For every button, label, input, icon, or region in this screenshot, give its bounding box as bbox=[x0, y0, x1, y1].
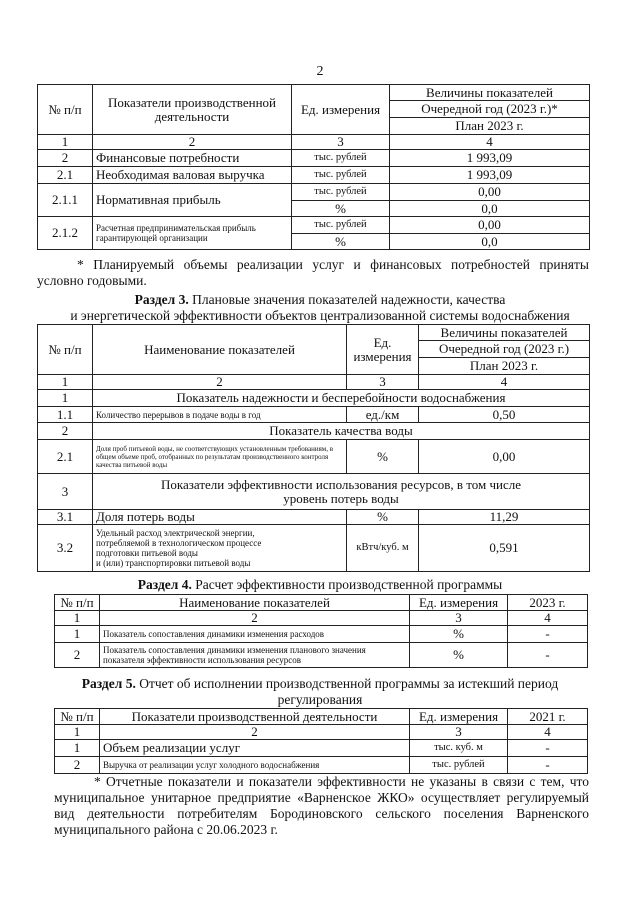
colnum: 1 bbox=[55, 611, 100, 626]
row-name: Выручка от реализации услуг холодного водоснабжения bbox=[100, 757, 410, 774]
section5-label: Раздел 5. bbox=[81, 676, 136, 691]
row-name bbox=[93, 525, 347, 572]
row-name: Показатель сопоставления динамики изменения планового значения показателя эффективности использования ресурсов bbox=[100, 643, 410, 668]
table-row bbox=[55, 757, 588, 774]
header-unit: Ед. измерения bbox=[347, 325, 419, 375]
header-num: № п/п bbox=[55, 709, 100, 725]
row-num: 2.1.2 bbox=[38, 217, 93, 250]
row-name: Финансовые потребности bbox=[93, 150, 292, 167]
header-num: № п/п bbox=[38, 325, 93, 375]
row-num: 2 bbox=[38, 150, 93, 167]
row-num: 2.1.1 bbox=[38, 184, 93, 217]
table-row bbox=[38, 167, 590, 184]
colnum: 2 bbox=[100, 611, 410, 626]
header-year: 2021 г. bbox=[508, 709, 588, 725]
table-row bbox=[38, 525, 590, 572]
row-unit: % bbox=[292, 234, 390, 250]
colnum: 2 bbox=[93, 375, 347, 390]
row-name: Необходимая валовая выручка bbox=[93, 167, 292, 184]
group-row bbox=[38, 390, 590, 407]
colnum: 3 bbox=[410, 725, 508, 740]
table-row bbox=[38, 184, 590, 201]
row-num: 2.1 bbox=[38, 440, 93, 474]
row-unit: тыс. рублей bbox=[292, 184, 390, 201]
row-unit: % bbox=[410, 626, 508, 643]
group-num: 2 bbox=[38, 423, 93, 440]
header-name: Показатели производственной деятельности bbox=[100, 709, 410, 725]
table-row bbox=[55, 740, 588, 757]
row-name-part1: Удельный расход электрической энергии, потребляемой в технологическом процессе подготовки питьевой воды bbox=[96, 528, 262, 558]
table-row bbox=[55, 626, 588, 643]
row-num: 2 bbox=[55, 643, 100, 668]
table-row bbox=[38, 440, 590, 474]
colnum: 3 bbox=[292, 135, 390, 150]
section3-title bbox=[0, 292, 640, 308]
header-num: № п/п bbox=[38, 85, 93, 135]
page-number: 2 bbox=[316, 64, 324, 79]
row-value: 0,00 bbox=[390, 217, 590, 234]
section5-title-line2: регулирования bbox=[277, 692, 363, 707]
row-value: 0,00 bbox=[419, 440, 590, 474]
row-name: Количество перерывов в подаче воды в год bbox=[93, 407, 347, 423]
row-unit: % bbox=[347, 440, 419, 474]
row-unit: % bbox=[292, 201, 390, 217]
efficiency-table bbox=[54, 594, 588, 668]
header-name: Показатели производственной деятельности bbox=[93, 85, 292, 135]
colnum: 1 bbox=[38, 135, 93, 150]
row-name: Доля проб питьевой воды, не соответствующих установленным требованиям, в общем объеме проб, отобранных по результатам производственного контроля качества питьевой воды bbox=[93, 440, 347, 474]
section5-title-line1: Отчет об исполнении производственной программы за истекший период bbox=[139, 676, 559, 691]
row-value: 0,00 bbox=[390, 184, 590, 201]
section3-title-line1: Плановые значения показателей надежности, качества bbox=[192, 292, 506, 307]
row-name: Объем реализации услуг bbox=[100, 740, 410, 757]
header-year: Очередной год (2023 г.) bbox=[419, 341, 590, 358]
row-unit: % bbox=[347, 510, 419, 525]
header-year: 2023 г. bbox=[508, 595, 588, 611]
row-name: Показатель сопоставления динамики изменения расходов bbox=[100, 626, 410, 643]
table-row bbox=[55, 643, 588, 668]
colnum: 3 bbox=[347, 375, 419, 390]
header-num: № п/п bbox=[55, 595, 100, 611]
row-value: 11,29 bbox=[419, 510, 590, 525]
colnum: 4 bbox=[390, 135, 590, 150]
row-unit: тыс. куб. м bbox=[410, 740, 508, 757]
section3-label: Раздел 3. bbox=[134, 292, 189, 307]
row-value: 0,0 bbox=[390, 201, 590, 217]
section4-title bbox=[0, 577, 640, 593]
group-num: 3 bbox=[38, 474, 93, 510]
header-year: Очередной год (2023 г.)* bbox=[390, 101, 590, 118]
row-num: 2.1 bbox=[38, 167, 93, 184]
colnum: 2 bbox=[100, 725, 410, 740]
production-indicators-table bbox=[37, 84, 590, 250]
header-unit: Ед. измерения bbox=[410, 595, 508, 611]
row-value: 0,50 bbox=[419, 407, 590, 423]
group-row bbox=[38, 423, 590, 440]
report-table bbox=[54, 708, 588, 774]
section5-title bbox=[0, 676, 640, 692]
row-num: 2 bbox=[55, 757, 100, 774]
group-title: Показатели эффективности использования ресурсов, в том числе уровень потерь воды bbox=[93, 474, 590, 510]
row-value: 1 993,09 bbox=[390, 150, 590, 167]
colnum: 1 bbox=[55, 725, 100, 740]
reliability-indicators-table bbox=[37, 324, 590, 572]
section4-title-text: Расчет эффективности производственной программы bbox=[195, 577, 503, 592]
row-unit: ед./км bbox=[347, 407, 419, 423]
row-unit: тыс. рублей bbox=[292, 150, 390, 167]
row-value: - bbox=[508, 643, 588, 668]
header-plan: План 2023 г. bbox=[419, 358, 590, 375]
section4-label: Раздел 4. bbox=[137, 577, 192, 592]
row-num: 3.2 bbox=[38, 525, 93, 572]
table-row bbox=[38, 150, 590, 167]
section3-title-line2: и энергетической эффективности объектов централизованной системы водоснабжения bbox=[70, 308, 570, 323]
colnum: 2 bbox=[93, 135, 292, 150]
header-values: Величины показателей bbox=[390, 85, 590, 101]
group-title: Показатель надежности и бесперебойности водоснабжения bbox=[93, 390, 590, 407]
colnum: 3 bbox=[410, 611, 508, 626]
row-value: - bbox=[508, 740, 588, 757]
table-row bbox=[38, 510, 590, 525]
footnote-planned: * Планируемый объемы реализации услуг и финансовых потребностей приняты условно годовыми. bbox=[37, 257, 589, 288]
colnum: 4 bbox=[419, 375, 590, 390]
group-row bbox=[38, 474, 590, 510]
header-name: Наименование показателей bbox=[93, 325, 347, 375]
row-unit: кВтч/куб. м bbox=[347, 525, 419, 572]
row-num: 1 bbox=[55, 740, 100, 757]
header-values: Величины показателей bbox=[419, 325, 590, 341]
row-value: - bbox=[508, 757, 588, 774]
table-row bbox=[38, 217, 590, 234]
row-unit: % bbox=[410, 643, 508, 668]
header-unit: Ед. измерения bbox=[410, 709, 508, 725]
header-unit: Ед. измерения bbox=[292, 85, 390, 135]
row-name: Нормативная прибыль bbox=[93, 184, 292, 217]
row-value: 0,591 bbox=[419, 525, 590, 572]
header-plan: План 2023 г. bbox=[390, 118, 590, 135]
table-row bbox=[38, 407, 590, 423]
footnote-report: * Отчетные показатели и показатели эффективности не указаны в связи с тем, что муниципальное унитарное предприятие «Варненское ЖКО» осуществляет регулируемый вид деятельности потребителям Бородиновского сельского поселения Варненского муниципального района с 20.06.2023 г. bbox=[54, 774, 589, 837]
row-unit: тыс. рублей bbox=[292, 217, 390, 234]
row-value: 0,0 bbox=[390, 234, 590, 250]
group-num: 1 bbox=[38, 390, 93, 407]
row-num: 1.1 bbox=[38, 407, 93, 423]
colnum: 4 bbox=[508, 725, 588, 740]
row-name: Расчетная предпринимательская прибыль гарантирующей организации bbox=[93, 217, 292, 250]
row-name-part2: и (или) транспортировки питьевой воды bbox=[96, 558, 251, 568]
header-name: Наименование показателей bbox=[100, 595, 410, 611]
row-unit: тыс. рублей bbox=[410, 757, 508, 774]
colnum: 1 bbox=[38, 375, 93, 390]
colnum: 4 bbox=[508, 611, 588, 626]
row-value: - bbox=[508, 626, 588, 643]
row-num: 3.1 bbox=[38, 510, 93, 525]
row-num: 1 bbox=[55, 626, 100, 643]
group-title: Показатель качества воды bbox=[93, 423, 590, 440]
row-value: 1 993,09 bbox=[390, 167, 590, 184]
row-unit: тыс. рублей bbox=[292, 167, 390, 184]
row-name: Доля потерь воды bbox=[93, 510, 347, 525]
